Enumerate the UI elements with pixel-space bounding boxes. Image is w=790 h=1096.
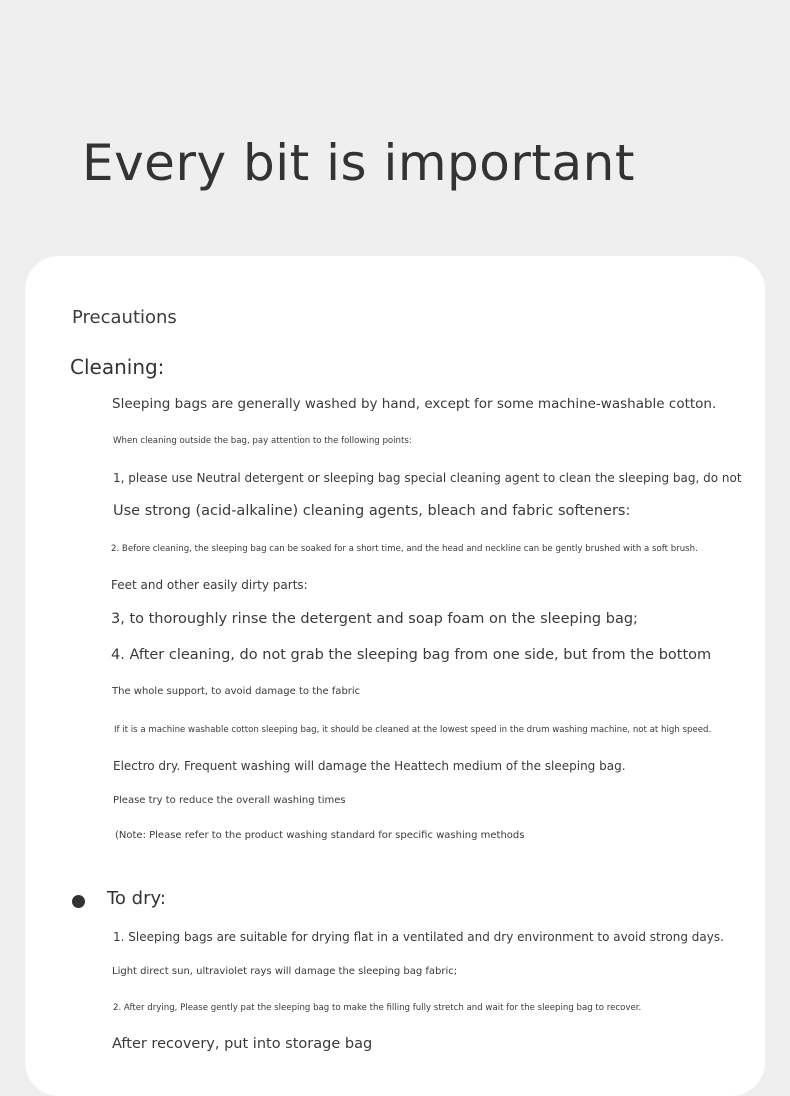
cleaning-line-12: Please try to reduce the overall washing times [113,795,346,806]
dry-line-2: Light direct sun, ultraviolet rays will damage the sleeping bag fabric; [112,966,458,977]
dry-line-4: After recovery, put into storage bag [112,1036,373,1052]
cleaning-note: (Note: Please refer to the product washing standard for specific washing methods [115,830,525,841]
cleaning-line-8: 4. After cleaning, do not grab the sleeping bag from one side, but from the bottom [111,647,712,663]
cleaning-line-10: If it is a machine washable cotton sleeping bag, it should be cleaned at the lowest speed in the drum washing machine, not at high speed. [114,725,712,735]
cleaning-line-5: 2. Before cleaning, the sleeping bag can be soaked for a short time, and the head and neckline can be gently brushed with a soft brush. [111,544,698,554]
cleaning-line-9: The whole support, to avoid damage to the fabric [112,686,361,697]
precautions-card [25,256,765,1096]
cleaning-line-2: When cleaning outside the bag, pay attention to the following points: [113,436,412,446]
page-headline: Every bit is important [82,134,635,192]
cleaning-line-1: Sleeping bags are generally washed by hand, except for some machine-washable cotton. [112,396,717,412]
cleaning-line-3: 1, please use Neutral detergent or sleeping bag special cleaning agent to clean the sleeping bag, do not [113,471,742,485]
dry-bullet [72,895,85,908]
cleaning-line-6: Feet and other easily dirty parts: [111,578,308,592]
cleaning-line-11: Electro dry. Frequent washing will damage the Heattech medium of the sleeping bag. [113,759,626,773]
dry-line-1: 1. Sleeping bags are suitable for drying flat in a ventilated and dry environment to avoid strong days. [113,930,724,944]
section-title: Precautions [72,307,177,328]
cleaning-line-7: 3, to thoroughly rinse the detergent and soap foam on the sleeping bag; [111,611,638,627]
cleaning-heading: Cleaning: [70,355,165,379]
dry-line-3: 2. After drying, Please gently pat the sleeping bag to make the filling fully stretch and wait for the sleeping bag to recover. [113,1003,642,1013]
dry-heading: To dry: [107,888,166,909]
cleaning-line-4: Use strong (acid-alkaline) cleaning agents, bleach and fabric softeners: [113,503,631,519]
